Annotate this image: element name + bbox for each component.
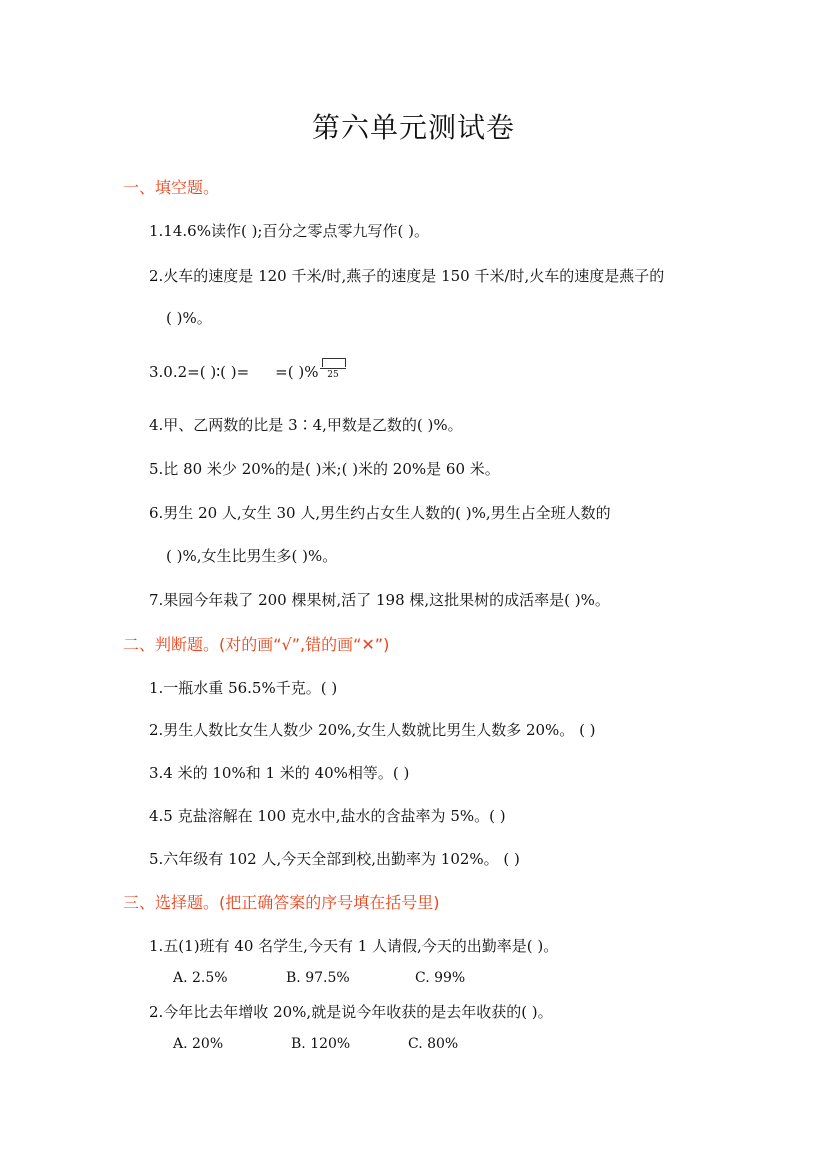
page-title: 第六单元测试卷 bbox=[311, 111, 515, 144]
fraction-bar bbox=[320, 368, 346, 369]
choice-2-option-c: C. 80% bbox=[408, 1036, 459, 1052]
fill-question-3 bbox=[149, 363, 318, 381]
choice-1-option-a: A. 2.5% bbox=[173, 970, 228, 986]
choice-question-1: 1.五(1)班有 40 名学生,今天有 1 人请假,今天的出勤率是( )。 bbox=[149, 937, 559, 955]
fill-question-3-left: 3.0.2=( )∶( )= bbox=[149, 363, 250, 381]
judge-question-1: 1.一瓶水重 56.5%千克。( ) bbox=[149, 679, 338, 697]
fill-question-6: 6.男生 20 人,女生 30 人,男生约占女生人数的( )%,男生占全班人数的 bbox=[149, 504, 611, 522]
fill-question-6-cont: ( )%,女生比男生多( )%。 bbox=[166, 547, 338, 565]
judge-question-4: 4.5 克盐溶解在 100 克水中,盐水的含盐率为 5%。( ) bbox=[149, 807, 506, 825]
fill-question-2-cont: ( )%。 bbox=[166, 309, 212, 327]
fraction-denominator: 25 bbox=[327, 370, 339, 380]
fill-question-5: 5.比 80 米少 20%的是( )米;( )米的 20%是 60 米。 bbox=[149, 460, 500, 478]
fill-question-3-right: =( )% bbox=[275, 363, 319, 381]
judge-question-2: 2.男生人数比女生人数少 20%,女生人数就比男生人数多 20%。 ( ) bbox=[149, 721, 596, 739]
fill-question-7: 7.果园今年栽了 200 棵果树,活了 198 棵,这批果树的成活率是( )%。 bbox=[149, 591, 610, 609]
choice-2-option-a: A. 20% bbox=[173, 1036, 224, 1052]
judge-question-3: 3.4 米的 10%和 1 米的 40%相等。( ) bbox=[149, 764, 410, 782]
section-heading-judge: 二、判断题。(对的画“√”,错的画“✕”) bbox=[123, 635, 390, 654]
choice-question-2: 2.今年比去年增收 20%,就是说今年收获的是去年收获的( )。 bbox=[149, 1003, 553, 1021]
choice-2-option-b: B. 120% bbox=[291, 1036, 351, 1052]
fill-question-4: 4.甲、乙两数的比是 3∶4,甲数是乙数的( )%。 bbox=[149, 416, 463, 434]
choice-1-option-c: C. 99% bbox=[415, 970, 466, 986]
judge-question-5: 5.六年级有 102 人,今天全部到校,出勤率为 102%。 ( ) bbox=[149, 850, 520, 868]
section-heading-fill: 一、填空题。 bbox=[123, 178, 220, 197]
fill-question-2: 2.火车的速度是 120 千米/时,燕子的速度是 150 千米/时,火车的速度是燕子的 bbox=[149, 267, 665, 285]
fraction-numerator-blank bbox=[322, 358, 346, 367]
fill-question-1: 1.14.6%读作( );百分之零点零九写作( )。 bbox=[149, 222, 429, 240]
choice-1-option-b: B. 97.5% bbox=[286, 970, 350, 986]
section-heading-choice: 三、选择题。(把正确答案的序号填在括号里) bbox=[123, 893, 440, 912]
fraction-blank-over-25 bbox=[322, 358, 344, 380]
